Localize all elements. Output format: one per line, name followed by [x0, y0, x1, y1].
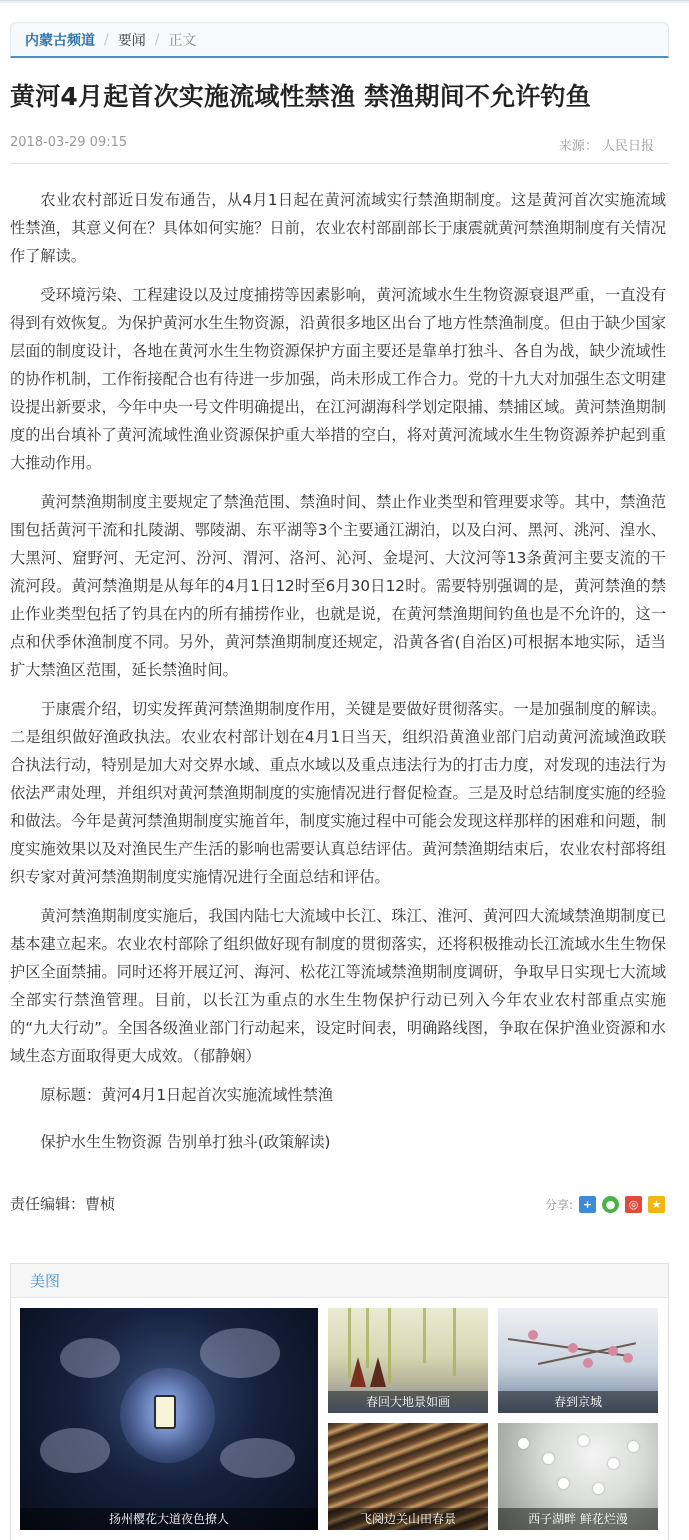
gallery-title: 美图: [11, 1264, 668, 1298]
photo-gallery: [10, 1263, 669, 1540]
gallery-caption[interactable]: 飞阅边关山田春景: [328, 1508, 488, 1530]
article-paragraph: 黄河禁渔期制度实施后，我国内陆七大流域中长江、珠江、淮河、黄河四大流域禁渔期制度已基本建立起来。农业农村部除了组织做好现有制度的贯彻落实，还将积极推动长江流域水生生物保护区全面禁捕。同时还将开展辽河、海河、松花江等流域禁渔期制度调研，争取早日实现七大流域全部实行禁渔管理。目前，以长江为重点的水生生物保护行动已列入今年农业农村部重点实施的“九大行动”。全国各级渔业部门行动起来，设定时间表，明确路线图，争取在保护渔业资源和水域生态方面取得更大成效。（郁静娴）: [10, 907, 666, 1065]
article-paragraph: 受环境污染、工程建设以及过度捕捞等因素影响，黄河流域水生生物资源衰退严重，一直没有得到有效恢复。为保护黄河水生生物资源，沿黄很多地区出台了地方性禁渔制度。但由于缺少国家层面的制度设计，各地在黄河水生生物资源保护方面主要还是靠单打独斗、各自为战，缺少流域性的协作机制，工作衔接配合也有待进一步加强，尚未形成工作合力。党的十九大对加强生态文明建设提出新要求，今年中央一号文件明确提出，在江河湖海科学划定限捕、禁捕区域。黄河禁渔期制度的出台填补了黄河流域性渔业资源保护重大举措的空白，将对黄河流域水生生物资源养护起到重大推动作用。: [10, 286, 666, 472]
favorite-star-icon[interactable]: ★: [648, 1196, 665, 1213]
share-label: 分享:: [544, 1197, 573, 1212]
article-paragraph: 黄河禁渔期制度主要规定了禁渔范围、禁渔时间、禁止作业类型和管理要求等。其中，禁渔范围包括黄河干流和扎陵湖、鄂陵湖、东平湖等3个主要通江湖泊，以及白河、黑河、洮河、湟水、大黑河、窟野河、无定河、汾河、渭河、洛河、沁河、金堤河、大汶河等13条黄河主要支流的干流河段。黄河禁渔期是从每年的4月1日12时至6月30日12时。需要特别强调的是，黄河禁渔的禁止作业类型包括了钓具在内的所有捕捞作业，也就是说，在黄河禁渔期间钓鱼也是不允许的，这一点和伏季休渔制度不同。另外，黄河禁渔期制度还规定，沿黄各省(自治区)可根据本地实际，适当扩大禁渔区范围，延长禁渔时间。: [10, 493, 666, 679]
share-bar: [545, 1193, 665, 1215]
article-source[interactable]: 来源： 人民日报: [558, 139, 654, 154]
original-title: 原标题：黄河4月1日起首次实施流域性禁渔: [40, 1086, 334, 1104]
article-title: 黄河4月起首次实施流域性禁渔 禁渔期间不允许钓鱼: [10, 82, 591, 111]
gallery-photo[interactable]: [498, 1308, 658, 1413]
weibo-icon[interactable]: ◎: [625, 1196, 642, 1213]
article-body: [10, 186, 666, 1175]
article-meta: [10, 131, 669, 155]
breadcrumb-current: 正文: [168, 32, 197, 49]
breadcrumb-separator: /: [104, 31, 109, 48]
gallery-caption[interactable]: 春到京城: [498, 1391, 658, 1413]
gallery-photo[interactable]: [498, 1423, 658, 1530]
qzone-icon[interactable]: +: [579, 1196, 596, 1213]
top-border: [0, 0, 689, 3]
breadcrumb-home-link[interactable]: 内蒙古频道: [25, 32, 95, 49]
gallery-caption[interactable]: 春回大地景如画: [328, 1391, 488, 1413]
original-subtitle: 保护水生生物资源 告别单打独斗(政策解读): [40, 1133, 331, 1151]
publish-date: 2018-03-29 09:15: [10, 135, 128, 150]
wechat-icon[interactable]: ●: [602, 1196, 619, 1213]
responsible-editor: 责任编辑：曹桢: [10, 1195, 116, 1213]
breadcrumb-section-link[interactable]: 要闻: [117, 32, 146, 49]
breadcrumb-separator: /: [154, 31, 160, 48]
breadcrumb: [10, 22, 669, 58]
gallery-caption[interactable]: 西子湖畔 鲜花烂漫: [498, 1508, 658, 1530]
gallery-photo[interactable]: [328, 1308, 488, 1413]
article-paragraph: 于康震介绍，切实发挥黄河禁渔期制度作用，关键是要做好贯彻落实。一是加强制度的解读。二是组织做好渔政执法。农业农村部计划在4月1日当天，组织沿黄渔业部门启动黄河流域渔政联合执法行动，特别是加大对交界水域、重点水域以及重点违法行为的打击力度，对发现的违法行为依法严肃处理，并组织对黄河禁渔期制度的实施情况进行督促检查。三是及时总结制度实施的经验和做法。今年是黄河禁渔期制度实施首年，制度实施过程中可能会发现这样那样的困难和问题，制度实施效果以及对渔民生产生活的影响也需要认真总结评估。黄河禁渔期结束后，农业农村部将组织专家对黄河禁渔期制度实施情况进行全面总结和评估。: [10, 700, 666, 886]
street-lamp: [154, 1395, 176, 1429]
gallery-photo-large[interactable]: [20, 1308, 318, 1530]
divider: [10, 163, 669, 164]
gallery-caption[interactable]: 扬州樱花大道夜色撩人: [20, 1508, 318, 1530]
article-paragraph: 农业农村部近日发布通告，从4月1日起在黄河流域实行禁渔期制度。这是黄河首次实施流域性禁渔，其意义何在？具体如何实施？日前，农业农村部副部长于康震就黄河禁渔期制度有关情况作了解读。: [10, 191, 666, 265]
gallery-photo[interactable]: [328, 1423, 488, 1530]
